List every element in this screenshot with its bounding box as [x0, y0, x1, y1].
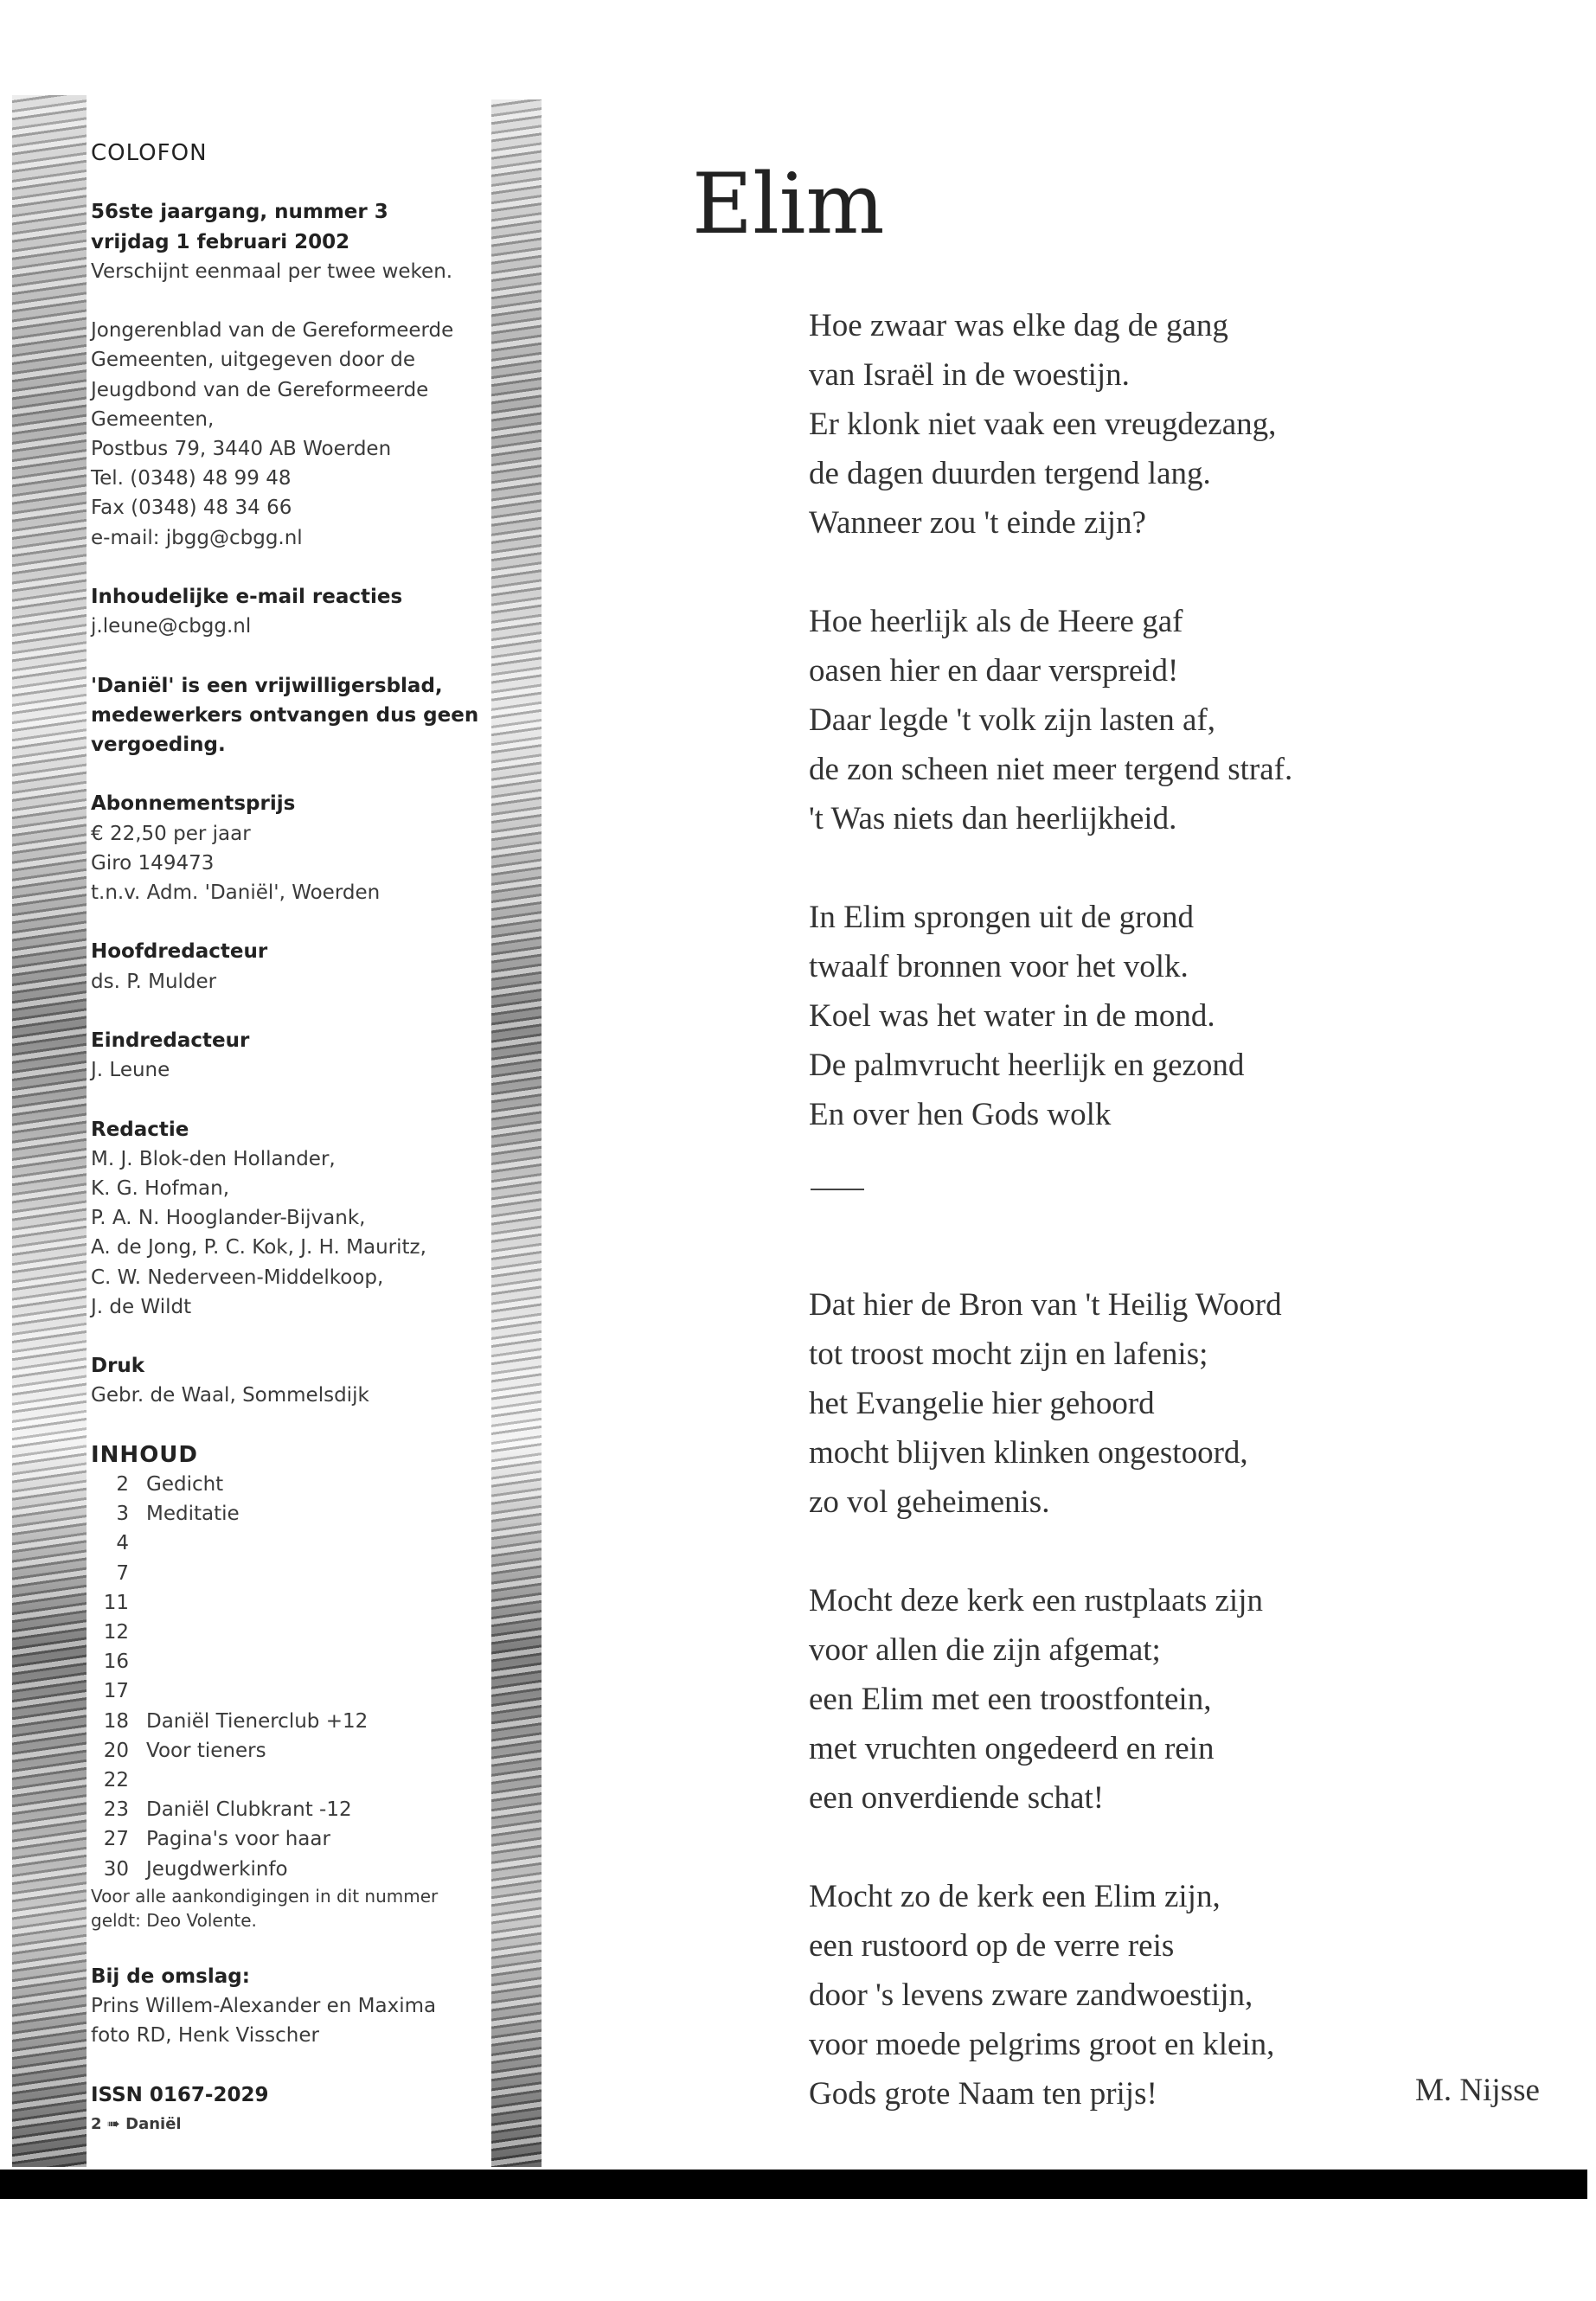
poem-line: En over hen Gods wolk: [809, 1097, 1112, 1132]
toc-title: Jeugdwerkinfo: [146, 1857, 288, 1881]
subscription-label: Abonnementsprijs: [91, 792, 296, 816]
volunteer-line: 'Daniël' is een vrijwilligersblad,: [91, 674, 443, 697]
poem-line: de dagen duurden tergend lang.: [809, 456, 1211, 491]
subscription-line: Giro 149473: [91, 851, 215, 875]
print-label: Druk: [91, 1355, 145, 1378]
publisher-line: Gemeenten,: [91, 407, 215, 431]
issue-volume: 56ste jaargang, nummer 3: [91, 201, 388, 224]
chief-editor-label: Hoofdredacteur: [91, 940, 268, 964]
publisher-line: Tel. (0348) 48 99 48: [91, 467, 292, 490]
stanza: [809, 301, 1292, 548]
cover-line: foto RD, Henk Visscher: [91, 2024, 319, 2048]
toc-title: Meditatie: [146, 1503, 240, 1526]
poem-line: Mocht zo de kerk een Elim zijn,: [809, 1879, 1221, 1914]
toc-entry: [91, 1499, 484, 1529]
toc-page: 2: [116, 1472, 129, 1496]
editor-name: C. W. Nederveen-Middelkoop,: [91, 1266, 384, 1289]
toc-entry: [91, 1676, 484, 1706]
editor-name: M. J. Blok-den Hollander,: [91, 1147, 336, 1170]
poem-line: van Israël in de woestijn.: [809, 357, 1130, 393]
poem-line: mocht blijven klinken ongestoord,: [809, 1435, 1248, 1471]
poem-line: een rustoord op de verre reis: [809, 1928, 1175, 1964]
colofon-heading: COLOFON: [91, 140, 208, 166]
issue-frequency: Verschijnt eenmaal per twee weken.: [91, 260, 453, 283]
publisher-line: Jongerenblad van de Gereformeerde: [91, 319, 454, 343]
reactions-label: Inhoudelijke e-mail reacties: [91, 586, 403, 608]
toc-entry: [91, 1470, 484, 1499]
toc-entry: [91, 1855, 484, 1884]
reactions-email: j.leune@cbgg.nl: [91, 615, 252, 638]
toc-entry: [91, 1766, 484, 1795]
poem-line: Er klonk niet vaak een vreugdezang,: [809, 407, 1277, 442]
issue-info: [91, 197, 484, 286]
poem-title: Elim: [692, 156, 885, 253]
poem-line: Dat hier de Bron van 't Heilig Woord: [809, 1287, 1282, 1323]
section-dash: [811, 1189, 864, 1190]
poem-line: Hoe zwaar was elke dag de gang: [809, 308, 1228, 343]
editorial-info: [91, 1115, 484, 1322]
poem-line: 't Was niets dan heerlijkheid.: [809, 801, 1177, 836]
contents-section: [91, 1440, 484, 1932]
toc-title: Daniël Clubkrant -12: [146, 1798, 352, 1822]
colofon-column: [91, 138, 484, 2139]
toc-entry: [91, 1588, 484, 1618]
issue-date: vrijdag 1 februari 2002: [91, 230, 350, 253]
poem-body: [809, 301, 1292, 2168]
editor-name: J. de Wildt: [91, 1295, 192, 1318]
toc-page: 20: [103, 1739, 129, 1762]
poem-line: In Elim sprongen uit de grond: [809, 900, 1194, 935]
poem-line: met vruchten ongedeerd en rein: [809, 1731, 1215, 1766]
poem-line: De palmvrucht heerlijk en gezond: [809, 1048, 1245, 1083]
toc-page: 23: [103, 1798, 129, 1822]
toc-entry: [91, 1618, 484, 1647]
toc-entry: [91, 1529, 484, 1558]
editorial-label: Redactie: [91, 1118, 189, 1141]
chief-editor-info: [91, 937, 484, 996]
table-of-contents: [91, 1470, 484, 1884]
publisher-info: [91, 316, 484, 553]
decorative-photo-strip-left: [12, 95, 87, 2167]
toc-entry: [91, 1736, 484, 1766]
toc-page: 18: [103, 1709, 129, 1733]
toc-page: 12: [103, 1621, 129, 1644]
toc-page: 27: [103, 1828, 129, 1851]
cover-info: [91, 1962, 484, 2051]
publisher-line: Gemeenten, uitgegeven door de: [91, 349, 416, 372]
poem-line: voor allen die zijn afgemat;: [809, 1632, 1161, 1668]
poem-line: Mocht deze kerk een rustplaats zijn: [809, 1583, 1263, 1618]
poem-line: twaalf bronnen voor het volk.: [809, 949, 1189, 984]
stanza: [809, 597, 1292, 843]
cover-line: Prins Willem-Alexander en Maxima: [91, 1995, 437, 2018]
stanza: [809, 1872, 1292, 2118]
editor-name: A. de Jong, P. C. Kok, J. H. Mauritz,: [91, 1236, 426, 1259]
toc-page: 4: [116, 1532, 129, 1555]
bottom-black-bar: [0, 2170, 1587, 2199]
chief-editor: ds. P. Mulder: [91, 970, 217, 993]
publisher-line: Postbus 79, 3440 AB Woerden: [91, 438, 392, 460]
toc-page: 30: [103, 1857, 129, 1881]
publisher-line: Jeugdbond van de Gereformeerde: [91, 378, 429, 401]
toc-page: 7: [116, 1561, 129, 1585]
poem-author: M. Nijsse: [1415, 2073, 1540, 2108]
poem-line: Koel was het water in de mond.: [809, 998, 1215, 1034]
cover-label: Bij de omslag:: [91, 1965, 250, 1988]
issn: ISSN 0167-2029: [91, 2083, 269, 2106]
toc-title: Gedicht: [146, 1472, 224, 1496]
printer: Gebr. de Waal, Sommelsdijk: [91, 1384, 369, 1407]
toc-title: Voor tieners: [146, 1739, 266, 1762]
page-footer: 2 ➠ Daniël: [91, 2114, 182, 2133]
poem-line: een Elim met een troostfontein,: [809, 1682, 1212, 1717]
poem-line: door 's levens zware zandwoestijn,: [809, 1977, 1253, 2013]
poem-line: een onverdiende schat!: [809, 1780, 1105, 1816]
deo-volente-note: [91, 1884, 484, 1932]
toc-entry: [91, 1707, 484, 1736]
subscription-info: [91, 789, 484, 907]
print-info: [91, 1351, 484, 1410]
publisher-line: e-mail: jbgg@cbgg.nl: [91, 526, 303, 549]
final-editor-info: [91, 1026, 484, 1085]
stanza: [809, 1576, 1292, 1823]
poem-line: Wanneer zou 't einde zijn?: [809, 505, 1146, 541]
poem-line: Gods grote Naam ten prijs!: [809, 2076, 1157, 2112]
poem-line: zo vol geheimenis.: [809, 1484, 1050, 1520]
toc-page: 3: [116, 1503, 129, 1526]
editor-name: K. G. Hofman,: [91, 1176, 230, 1200]
note-line: Voor alle aankondigingen in dit nummer: [91, 1885, 439, 1907]
subscription-line: € 22,50 per jaar: [91, 822, 251, 845]
editor-name: P. A. N. Hooglander-Bijvank,: [91, 1207, 366, 1230]
poem-line: oasen hier en daar verspreid!: [809, 653, 1179, 689]
poem-line: voor moede pelgrims groot en klein,: [809, 2027, 1275, 2062]
volunteer-line: medewerkers ontvangen dus geen: [91, 703, 479, 727]
toc-entry: [91, 1559, 484, 1588]
publisher-line: Fax (0348) 48 34 66: [91, 497, 292, 520]
toc-page: 16: [103, 1650, 129, 1674]
subscription-line: t.n.v. Adm. 'Daniël', Woerden: [91, 881, 381, 904]
poem-line: de zon scheen niet meer tergend straf.: [809, 752, 1293, 787]
poem-line: het Evangelie hier gehoord: [809, 1386, 1155, 1421]
reactions-info: [91, 582, 484, 641]
toc-entry: [91, 1795, 484, 1824]
toc-title: Daniël Tienerclub +12: [146, 1709, 369, 1733]
volunteer-note: [91, 671, 484, 760]
poem-line: Hoe heerlijk als de Heere gaf: [809, 604, 1183, 639]
toc-entry: [91, 1824, 484, 1854]
contents-heading: INHOUD: [91, 1441, 198, 1468]
final-editor-label: Eindredacteur: [91, 1029, 250, 1052]
note-line: geldt: Deo Volente.: [91, 1909, 257, 1931]
volunteer-line: vergoeding.: [91, 734, 226, 756]
poem-line: tot troost mocht zijn en lafenis;: [809, 1336, 1208, 1372]
stanza: [809, 1280, 1292, 1527]
toc-page: 11: [103, 1591, 129, 1614]
toc-entry: [91, 1647, 484, 1676]
toc-title: Pagina's voor haar: [146, 1828, 330, 1851]
final-editor: J. Leune: [91, 1059, 170, 1082]
stanza: [809, 893, 1292, 1139]
toc-page: 22: [103, 1769, 129, 1792]
toc-page: 17: [103, 1680, 129, 1703]
poem-line: Daar legde 't volk zijn lasten af,: [809, 702, 1216, 738]
decorative-photo-strip-right: [491, 99, 542, 2167]
